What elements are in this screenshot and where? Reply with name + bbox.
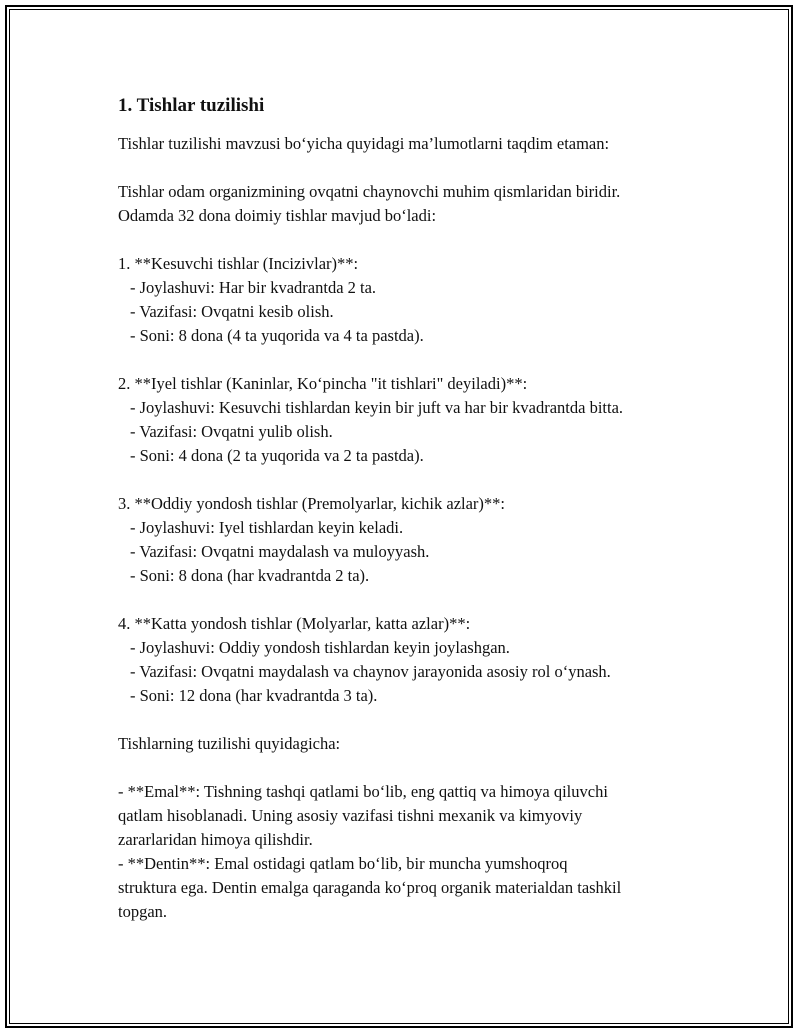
- structure-line: - **Dentin**: Emal ostidagi qatlam bo‘lib, bir muncha yumshoqroq: [118, 854, 568, 873]
- tooth-type-detail: - Joylashuvi: Iyel tishlardan keyin keladi.: [130, 518, 404, 537]
- tooth-type-incisors: [118, 252, 718, 348]
- tooth-type-premolars: [118, 492, 718, 588]
- overview-line: Odamda 32 dona doimiy tishlar mavjud bo‘ladi:: [118, 206, 437, 225]
- tooth-type-detail: - Joylashuvi: Har bir kvadrantda 2 ta.: [130, 278, 377, 297]
- structure-intro: Tishlarning tuzilishi quyidagicha:: [118, 734, 341, 753]
- structure-line: qatlam hisoblanadi. Uning asosiy vazifasi tishni mexanik va kimyoviy: [118, 806, 583, 825]
- tooth-type-detail: - Soni: 8 dona (4 ta yuqorida va 4 ta pastda).: [130, 326, 424, 345]
- structure-line: struktura ega. Dentin emalga qaraganda ko‘proq organik materialdan tashkil: [118, 878, 622, 897]
- tooth-type-title: 1. **Kesuvchi tishlar (Incizivlar)**:: [118, 254, 359, 273]
- tooth-type-detail: - Soni: 12 dona (har kvadrantda 3 ta).: [130, 686, 378, 705]
- tooth-type-molars: [118, 612, 718, 708]
- document-body: [118, 94, 718, 924]
- structure-line: zararlaridan himoya qilishdir.: [118, 830, 313, 849]
- tooth-type-detail: - Vazifasi: Ovqatni yulib olish.: [130, 422, 333, 441]
- tooth-type-detail: - Joylashuvi: Oddiy yondosh tishlardan keyin joylashgan.: [130, 638, 510, 657]
- tooth-type-title: 3. **Oddiy yondosh tishlar (Premolyarlar, kichik azlar)**:: [118, 494, 506, 513]
- tooth-type-detail: - Vazifasi: Ovqatni maydalash va muloyyash.: [130, 542, 430, 561]
- tooth-type-title: 2. **Iyel tishlar (Kaninlar, Ko‘pincha "it tishlari" deyiladi)**:: [118, 374, 528, 393]
- structure-description: [118, 780, 718, 924]
- tooth-type-title: 4. **Katta yondosh tishlar (Molyarlar, katta azlar)**:: [118, 614, 471, 633]
- tooth-type-detail: - Joylashuvi: Kesuvchi tishlardan keyin bir juft va har bir kvadrantda bitta.: [130, 398, 624, 417]
- tooth-type-detail: - Soni: 4 dona (2 ta yuqorida va 2 ta pastda).: [130, 446, 424, 465]
- structure-line: - **Emal**: Tishning tashqi qatlami bo‘lib, eng qattiq va himoya qiluvchi: [118, 782, 608, 801]
- overview-paragraph: [118, 180, 718, 228]
- overview-line: Tishlar odam organizmining ovqatni chaynovchi muhim qismlaridan biridir.: [118, 182, 621, 201]
- intro-paragraph: Tishlar tuzilishi mavzusi bo‘yicha quyidagi ma’lumotlarni taqdim etaman:: [118, 134, 610, 153]
- tooth-type-detail: - Soni: 8 dona (har kvadrantda 2 ta).: [130, 566, 370, 585]
- tooth-type-canines: [118, 372, 718, 468]
- section-heading: 1. Tishlar tuzilishi: [118, 95, 265, 116]
- tooth-type-detail: - Vazifasi: Ovqatni maydalash va chaynov jarayonida asosiy rol o‘ynash.: [130, 662, 611, 681]
- structure-line: topgan.: [118, 902, 168, 921]
- tooth-type-detail: - Vazifasi: Ovqatni kesib olish.: [130, 302, 334, 321]
